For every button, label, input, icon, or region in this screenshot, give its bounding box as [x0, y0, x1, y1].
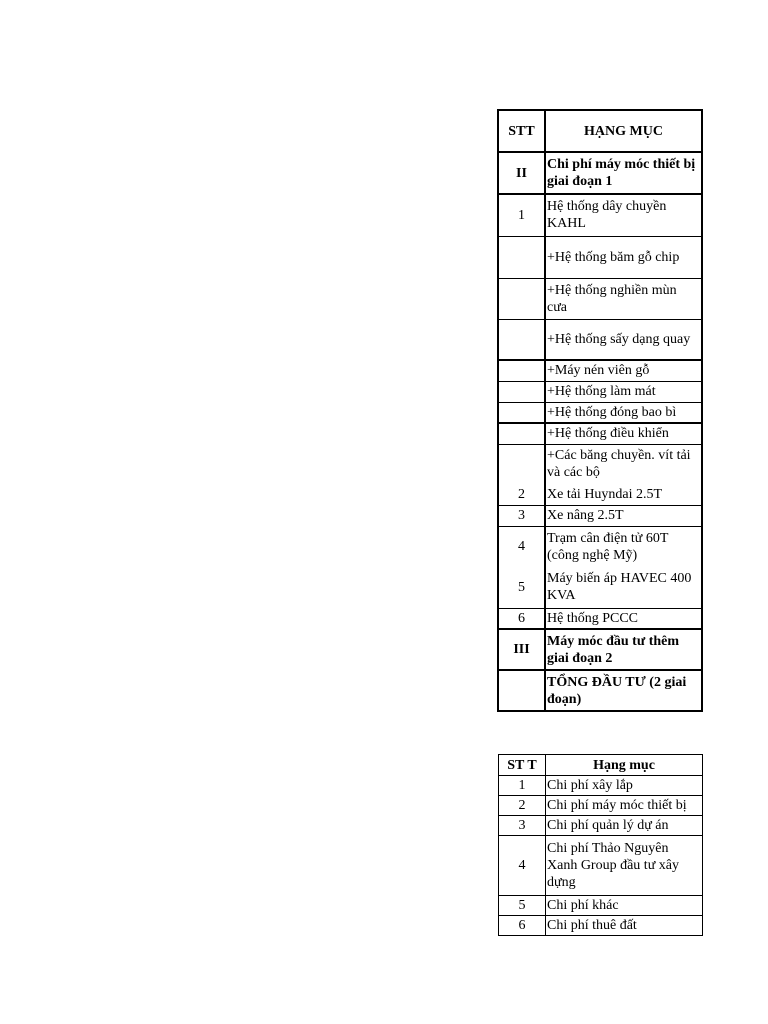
row-stt: 3: [499, 816, 546, 836]
row-item: +Hệ thống điều khiển: [545, 423, 702, 444]
row-item: Máy biến áp HAVEC 400 KVA: [545, 567, 702, 608]
row-stt: 1: [499, 776, 546, 796]
table-row: [499, 816, 703, 836]
column-header-item: HẠNG MỤC: [545, 110, 702, 152]
row-stt: III: [498, 629, 545, 670]
row-item: +Hệ thống băm gỗ chip: [545, 236, 702, 278]
table-row: [498, 670, 702, 711]
table-row: [499, 916, 703, 936]
row-item: +Hệ thống làm mát: [545, 381, 702, 402]
row-item: Chi phí máy móc thiết bị giai đoạn 1: [545, 152, 702, 194]
row-item: +Các băng chuyền. vít tải và các bộ: [545, 444, 702, 484]
table-row: [499, 836, 703, 896]
row-stt: II: [498, 152, 545, 194]
table-row: [498, 567, 702, 608]
row-stt: 4: [498, 526, 545, 567]
row-item: +Hệ thống sấy dạng quay: [545, 319, 702, 360]
table-row: [498, 629, 702, 670]
table-row: [498, 402, 702, 423]
table-row: [499, 776, 703, 796]
row-item: Trạm cân điện tử 60T (công nghệ Mỹ): [545, 526, 702, 567]
table-row: [498, 278, 702, 319]
row-stt: 2: [498, 484, 545, 505]
table-row: [498, 484, 702, 505]
row-stt: [498, 236, 545, 278]
table-row: [499, 796, 703, 816]
row-stt: 6: [498, 608, 545, 629]
row-stt: 3: [498, 505, 545, 526]
table-row: [498, 526, 702, 567]
row-stt: 5: [499, 896, 546, 916]
row-item: Hệ thống dây chuyền KAHL: [545, 194, 702, 236]
row-item: Hệ thống PCCC: [545, 608, 702, 629]
table-row: [498, 505, 702, 526]
table-row: [499, 896, 703, 916]
column-header-stt: STT: [498, 110, 545, 152]
row-item: Xe nâng 2.5T: [545, 505, 702, 526]
row-item: Chi phí khác: [546, 896, 703, 916]
table-header-row: [499, 755, 703, 776]
table-row: [498, 194, 702, 236]
row-item: Máy móc đầu tư thêm giai đoạn 2: [545, 629, 702, 670]
column-header-stt: ST T: [499, 755, 546, 776]
row-item: Chi phí Thảo Nguyên Xanh Group đầu tư xây dựng: [546, 836, 703, 896]
row-item: Chi phí xây lắp: [546, 776, 703, 796]
row-stt: [498, 360, 545, 381]
row-item: Chi phí máy móc thiết bị: [546, 796, 703, 816]
row-stt: [498, 319, 545, 360]
row-item: TỔNG ĐẦU TƯ (2 giai đoạn): [545, 670, 702, 711]
row-item: +Máy nén viên gỗ: [545, 360, 702, 381]
row-item: +Hệ thống đóng bao bì: [545, 402, 702, 423]
table-row: [498, 608, 702, 629]
table-row: [498, 444, 702, 484]
row-item: Chi phí quản lý dự án: [546, 816, 703, 836]
row-stt: [498, 402, 545, 423]
row-stt: 4: [499, 836, 546, 896]
row-stt: 6: [499, 916, 546, 936]
row-item: Xe tải Huyndai 2.5T: [545, 484, 702, 505]
table-row: [498, 152, 702, 194]
table-row: [498, 360, 702, 381]
table-header-row: [498, 110, 702, 152]
row-stt: [498, 278, 545, 319]
row-stt: 2: [499, 796, 546, 816]
row-stt: 5: [498, 567, 545, 608]
table-row: [498, 381, 702, 402]
row-stt: [498, 423, 545, 444]
row-item: Chi phí thuê đất: [546, 916, 703, 936]
row-item: +Hệ thống nghiền mùn cưa: [545, 278, 702, 319]
table-row: [498, 319, 702, 360]
row-stt: [498, 444, 545, 484]
row-stt: [498, 381, 545, 402]
table-row: [498, 236, 702, 278]
cost-categories-table: [498, 754, 703, 936]
column-header-item: Hạng mục: [546, 755, 703, 776]
row-stt: 1: [498, 194, 545, 236]
row-stt: [498, 670, 545, 711]
investment-items-table: [497, 109, 703, 712]
table-row: [498, 423, 702, 444]
